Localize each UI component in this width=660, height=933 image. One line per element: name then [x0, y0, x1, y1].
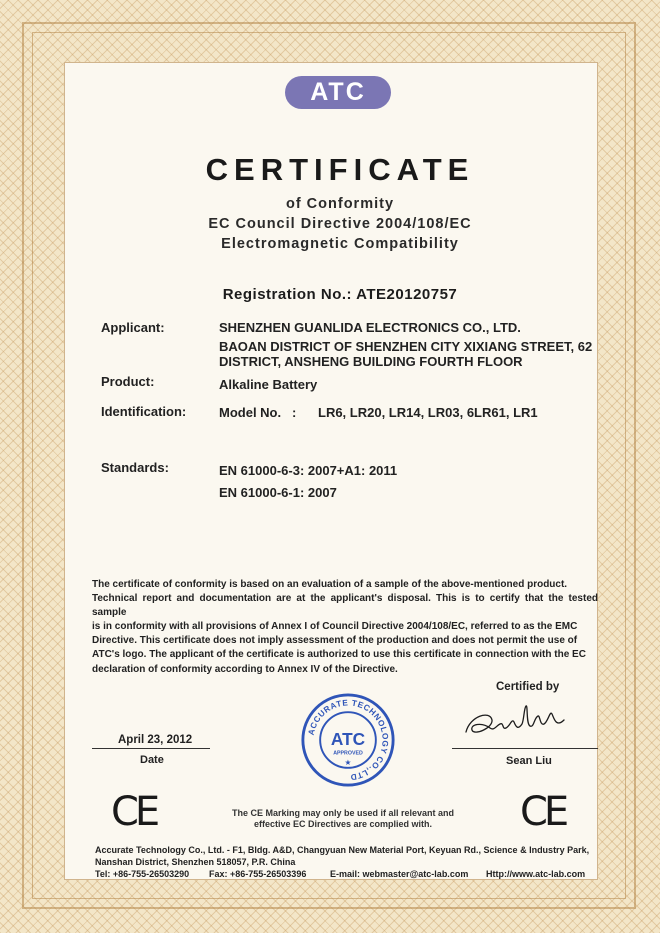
subtitle-directive: EC Council Directive 2004/108/EC — [208, 216, 472, 232]
statement-line: Directive. This certificate does not imply assessment of the production and does not permit the use of — [92, 635, 578, 647]
atc-logo — [285, 76, 391, 109]
footer-company-line2: Nanshan District, Shenzhen 518057, P.R. China — [95, 857, 296, 867]
footer-fax: Fax: +86-755-26503396 — [209, 869, 307, 879]
subtitle-emc: Electromagnetic Compatibility — [221, 236, 459, 252]
ce-mark-right: CE — [520, 789, 566, 835]
identification-label: Identification: — [101, 404, 187, 419]
stamp-approved-text: APPROVED — [333, 750, 363, 757]
applicant-name: SHENZHEN GUANLIDA ELECTRONICS CO., LTD. — [219, 320, 521, 335]
date-value: April 23, 2012 — [118, 734, 193, 746]
signer-name: Sean Liu — [506, 755, 552, 767]
product-label: Product: — [101, 374, 155, 389]
statement-line: The certificate of conformity is based on an evaluation of a sample of the above-mentioned product. — [92, 579, 568, 590]
applicant-label: Applicant: — [101, 320, 165, 335]
ce-marking-note — [222, 808, 464, 830]
stamp-ring-text: ACCURATE TECHNOLOGY CO.,LTD — [306, 698, 390, 782]
stamp-center-text: ATC — [330, 728, 366, 749]
model-value: LR6, LR20, LR14, LR03, 6LR61, LR1 — [318, 405, 538, 420]
footer-email: E-mail: webmaster@atc-lab.com — [330, 869, 469, 879]
ce-note-line2: effective EC Directives are complied with. — [253, 819, 433, 829]
statement-line: declaration of conformity according to Annex IV of the Directive. — [92, 663, 398, 675]
applicant-address-line1: BAOAN DISTRICT OF SHENZHEN CITY XIXIANG STREET, 62 — [219, 339, 593, 354]
registration-number: Registration No.: ATE20120757 — [222, 286, 458, 303]
footer-tel: Tel: +86-755-26503290 — [95, 869, 190, 879]
stamp-star-icon: ★ — [344, 757, 352, 767]
product-value: Alkaline Battery — [219, 377, 318, 392]
standard-2: EN 61000-6-1: 2007 — [219, 485, 337, 500]
date-label: Date — [140, 754, 164, 766]
statement-line: ATC's logo. The applicant of the certificate is authorized to use this certificate in connection with the EC — [92, 649, 586, 661]
atc-logo-text: ATC — [310, 78, 366, 106]
standard-1: EN 61000-6-3: 2007+A1: 2011 — [219, 463, 398, 478]
statement-line: is in conformity with all provisions of Annex I of Council Directive 2004/108/EC, referred to as the EMC — [92, 621, 578, 633]
ce-mark-left: CE — [111, 789, 157, 835]
footer-website: Http://www.atc-lab.com — [486, 869, 586, 879]
applicant-address-line2: DISTRICT, ANSHENG BUILDING FOURTH FLOOR — [219, 354, 523, 369]
certified-by-label: Certified by — [496, 681, 560, 693]
model-label: Model No. — [219, 405, 282, 420]
atc-approved-stamp — [300, 692, 396, 788]
date-line — [92, 748, 210, 749]
standards-label: Standards: — [101, 460, 169, 475]
signature-line — [452, 748, 598, 749]
subtitle-conformity: of Conformity — [285, 196, 395, 212]
ce-note-line1: The CE Marking may only be used if all relevant and — [231, 808, 455, 818]
handwritten-signature — [460, 700, 580, 746]
statement-line: Technical report and documentation are at the applicant's disposal. This is to certify that the tested sample — [92, 593, 598, 619]
conformity-statement — [92, 578, 598, 677]
model-separator: : — [292, 405, 297, 420]
certificate-title: CERTIFICATE — [205, 152, 475, 187]
footer-company-line1: Accurate Technology Co., Ltd. - F1, Bldg. A&D, Changyuan New Material Port, Keyuan Rd., Science & Industry Park, — [95, 845, 590, 855]
